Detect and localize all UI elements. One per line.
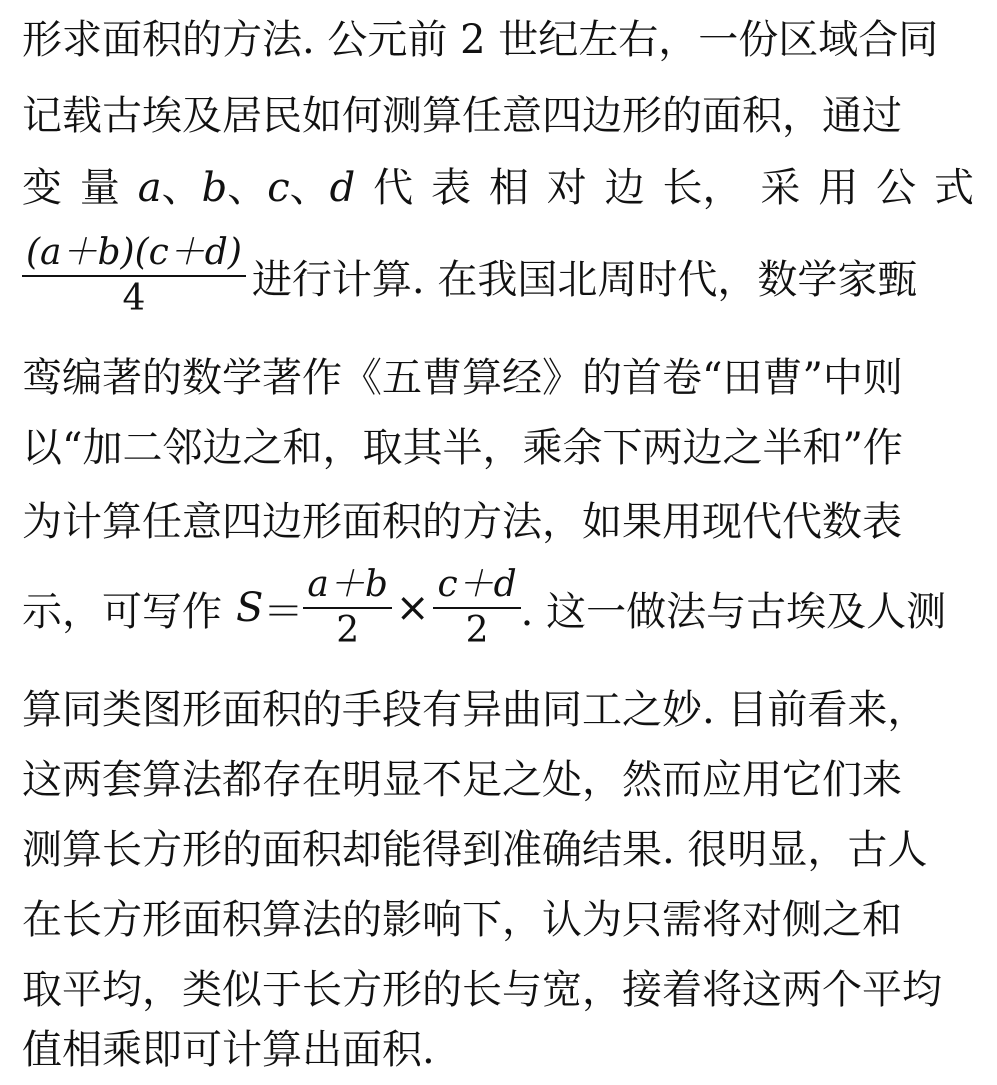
text-line-14: 值相乘即可计算出面积. <box>22 1027 435 1073</box>
text-line-3 <box>22 160 974 216</box>
word: 用 <box>818 165 859 211</box>
line-text: . 这一做法与古埃及人测 <box>520 588 947 635</box>
text-line-5: 鸾编著的数学著作《五曹算经》的首卷“田曹”中则 <box>22 355 903 401</box>
text-line-6: 以“加二邻边之和，取其半，乘余下两边之半和”作 <box>22 425 903 471</box>
text-line-11: 测算长方形的面积却能得到准确结果. 很明显，古人 <box>22 827 928 873</box>
separator: 、 <box>161 165 202 211</box>
line-text: 进行计算. 在我国北周时代，数学家甄 <box>251 256 918 303</box>
word: 相 <box>488 165 529 211</box>
text-line-10: 这两套算法都存在明显不足之处，然而应用它们来 <box>22 757 902 803</box>
text-line-13: 取平均，类似于长方形的长与宽，接着将这两个平均 <box>22 967 942 1013</box>
variable-S: S <box>236 585 264 631</box>
variable-b: b <box>201 165 228 211</box>
fraction-numerator: a＋b <box>303 563 392 609</box>
fraction-ab <box>303 563 392 653</box>
variable-a: a <box>137 165 162 211</box>
word: 式 <box>933 165 974 211</box>
word: 变 <box>22 165 62 211</box>
word: 采 <box>760 165 801 211</box>
text-line-4 <box>22 228 974 324</box>
fraction-egypt-formula <box>22 231 246 321</box>
times-sign: × <box>395 585 430 631</box>
variable-c: c <box>267 165 290 211</box>
variable-group <box>138 160 355 216</box>
word: 公 <box>876 165 917 211</box>
text-line-1: 形求面积的方法. 公元前 2 世纪左右，一份区域合同 <box>22 17 939 63</box>
text-line-8 <box>22 560 974 656</box>
fraction-denominator: 2 <box>336 610 360 651</box>
text-line-9: 算同类图形面积的手段有异曲同工之妙. 目前看来， <box>22 687 928 733</box>
separator: 、 <box>227 165 268 211</box>
separator: 、 <box>289 165 330 211</box>
word: 量 <box>79 165 120 211</box>
word: 对 <box>546 165 587 211</box>
fraction-denominator: 4 <box>122 278 146 319</box>
word: 边 <box>604 165 645 211</box>
text-line-12: 在长方形面积算法的影响下，认为只需将对侧之和 <box>22 897 902 943</box>
text-line-2: 记载古埃及居民如何测算任意四边形的面积，通过 <box>22 93 902 139</box>
fraction-cd <box>433 563 520 653</box>
equals-sign: ＝ <box>263 588 304 635</box>
fraction-numerator: c＋d <box>433 563 520 609</box>
fraction-numerator: (a＋b)(c＋d) <box>22 231 246 277</box>
document-page <box>22 0 974 1085</box>
word: 代 <box>373 165 414 211</box>
word: 表 <box>430 165 471 211</box>
variable-d: d <box>329 165 356 211</box>
word: 长， <box>662 165 743 211</box>
line-text: 示，可写作 <box>22 588 222 635</box>
text-line-7: 为计算任意四边形面积的方法，如果用现代代数表 <box>22 499 902 545</box>
fraction-denominator: 2 <box>465 610 489 651</box>
